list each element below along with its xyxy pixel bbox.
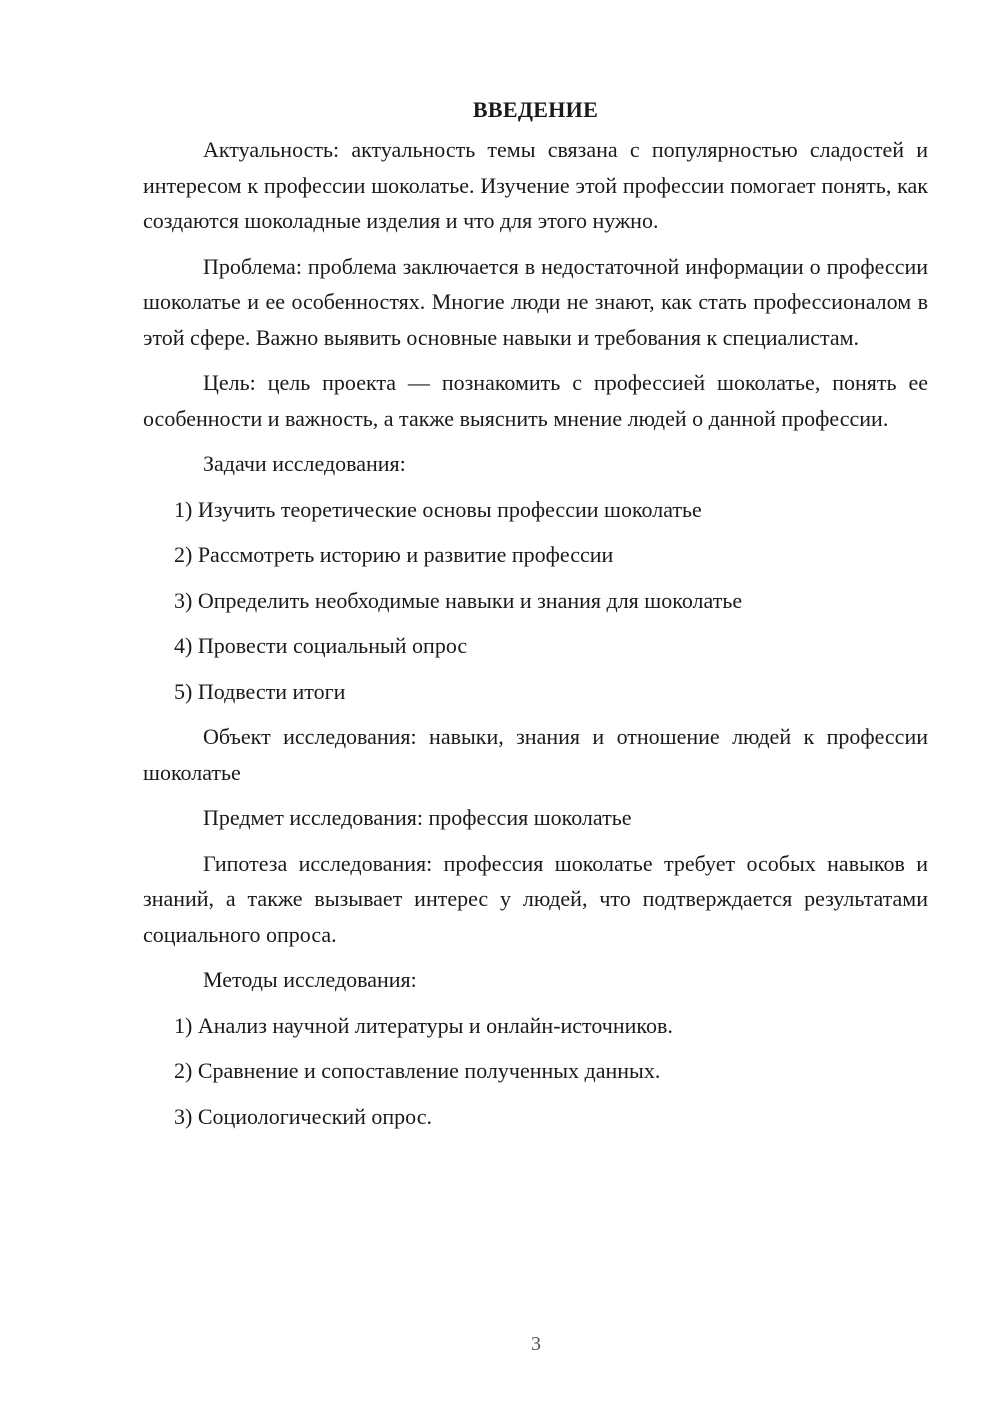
hypothesis-paragraph: Гипотеза исследования: профессия шоколатье требует особых навыков и знаний, а также вызывает интерес у людей, что подтверждается результатами социального опроса. — [143, 850, 928, 947]
list-item: 5) Подвести итоги — [174, 678, 346, 704]
tasks-list — [143, 492, 928, 710]
list-item: 2) Сравнение и сопоставление полученных данных. — [174, 1058, 661, 1083]
page-number: 3 — [531, 1333, 541, 1355]
list-item: 1) Изучить теоретические основы профессии шоколатье — [174, 496, 702, 522]
list-item: 4) Провести социальный опрос — [174, 633, 468, 658]
document-page — [143, 92, 928, 1144]
list-item: 2) Рассмотреть историю и развитие профессии — [174, 542, 614, 567]
methods-heading: Методы исследования: — [203, 967, 417, 992]
relevance-paragraph: Актуальность: актуальность темы связана с популярностью сладостей и интересом к профессии шоколатье. Изучение этой профессии помогает понять, как создаются шоколадные изделия и что для этого нужно. — [143, 137, 928, 233]
list-item: 1) Анализ научной литературы и онлайн-источников. — [174, 1012, 673, 1038]
goal-paragraph: Цель: цель проекта — познакомить с профессией шоколатье, понять ее особенности и важность, а также выяснить мнение людей о данной профессии. — [143, 370, 928, 431]
methods-list — [143, 1008, 928, 1135]
object-paragraph: Объект исследования: навыки, знания и отношение людей к профессии шоколатье — [143, 724, 928, 785]
list-item: 3) Определить необходимые навыки и знания для шоколатье — [174, 587, 743, 613]
tasks-heading: Задачи исследования: — [203, 451, 406, 476]
problem-paragraph: Проблема: проблема заключается в недостаточной информации о профессии шоколатье и ее особенностях. Многие люди не знают, как стать профессионалом в этой сфере. Важно выявить основные навыки и требования к специалистам. — [143, 253, 928, 350]
list-item: 3) Социологический опрос. — [174, 1103, 432, 1129]
subject-paragraph: Предмет исследования: профессия шоколатье — [203, 805, 632, 830]
page-title: ВВЕДЕНИЕ — [472, 97, 599, 122]
